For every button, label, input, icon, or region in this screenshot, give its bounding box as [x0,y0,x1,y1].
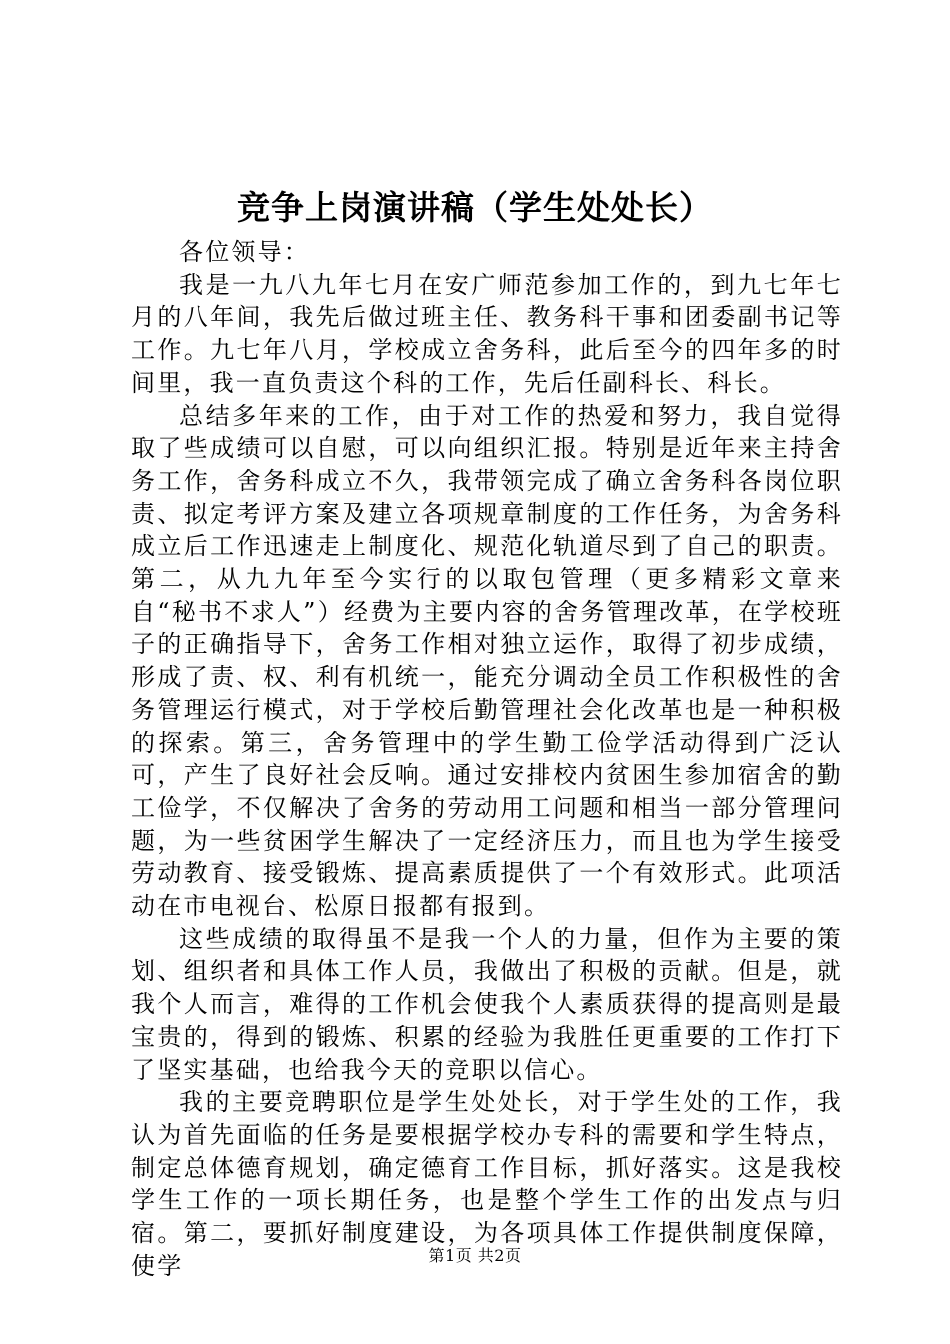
page-title: 竞争上岗演讲稿（学生处处长） [237,188,713,227]
paragraph: 我的主要竞聘职位是学生处处长，对于学生处的工作，我认为首先面临的任务是要根据学校办专科的需要和学生特点，制定总体德育规划，确定德育工作目标，抓好落实。这是我校学生工作的一项长期任务，也是整个学生工作的出发点与归宿。第二，要抓好制度建设，为各项具体工作提供制度保障，使学 [131,1088,843,1280]
paragraph: 我是一九八九年七月在安广师范参加工作的，到九七年七月的八年间，我先后做过班主任、教务科干事和团委副书记等工作。九七年八月，学校成立舍务科，此后至今的四年多的时间里，我一直负责这个科的工作，先后任副科长、科长。 [131,270,843,397]
page-number-footer: 第1页 共2页 [428,1246,522,1265]
document-body [131,236,843,1283]
paragraph: 总结多年来的工作，由于对工作的热爱和努力，我自觉得取了些成绩可以自慰，可以向组织汇报。特别是近年来主持舍务工作，舍务科成立不久，我带领完成了确立舍务科各岗位职责、拟定考评方案及建立各项规章制度的工作任务，为舍务科成立后工作迅速走上制度化、规范化轨道尽到了自己的职责。第二，从九九年至今实行的以取包管理（更多精彩文章来自“秘书不求人”）经费为主要内容的舍务管理改革，在学校班子的正确指导下，舍务工作相对独立运作，取得了初步成绩，形成了责、权、利有机统一，能充分调动全员工作积极性的舍务管理运行模式，对于学校后勤管理社会化改革也是一种积极的探索。第三，舍务管理中的学生勤工俭学活动得到广泛认可，产生了良好社会反响。通过安排校内贫困生参加宿舍的勤工俭学，不仅解决了舍务的劳动用工问题和相当一部分管理问题，为一些贫困学生解决了一定经济压力，而且也为学生接受劳动教育、接受锻炼、提高素质提供了一个有效形式。此项活动在市电视台、松原日报都有报到。 [131,401,843,921]
salutation: 各位领导： [179,238,310,266]
paragraph: 这些成绩的取得虽不是我一个人的力量，但作为主要的策划、组织者和具体工作人员，我做出了积极的贡献。但是，就我个人而言，难得的工作机会使我个人素质获得的提高则是最宝贵的，得到的锻炼、积累的经验为我胜任更重要的工作打下了坚实基础，也给我今天的竞职以信心。 [131,924,843,1084]
